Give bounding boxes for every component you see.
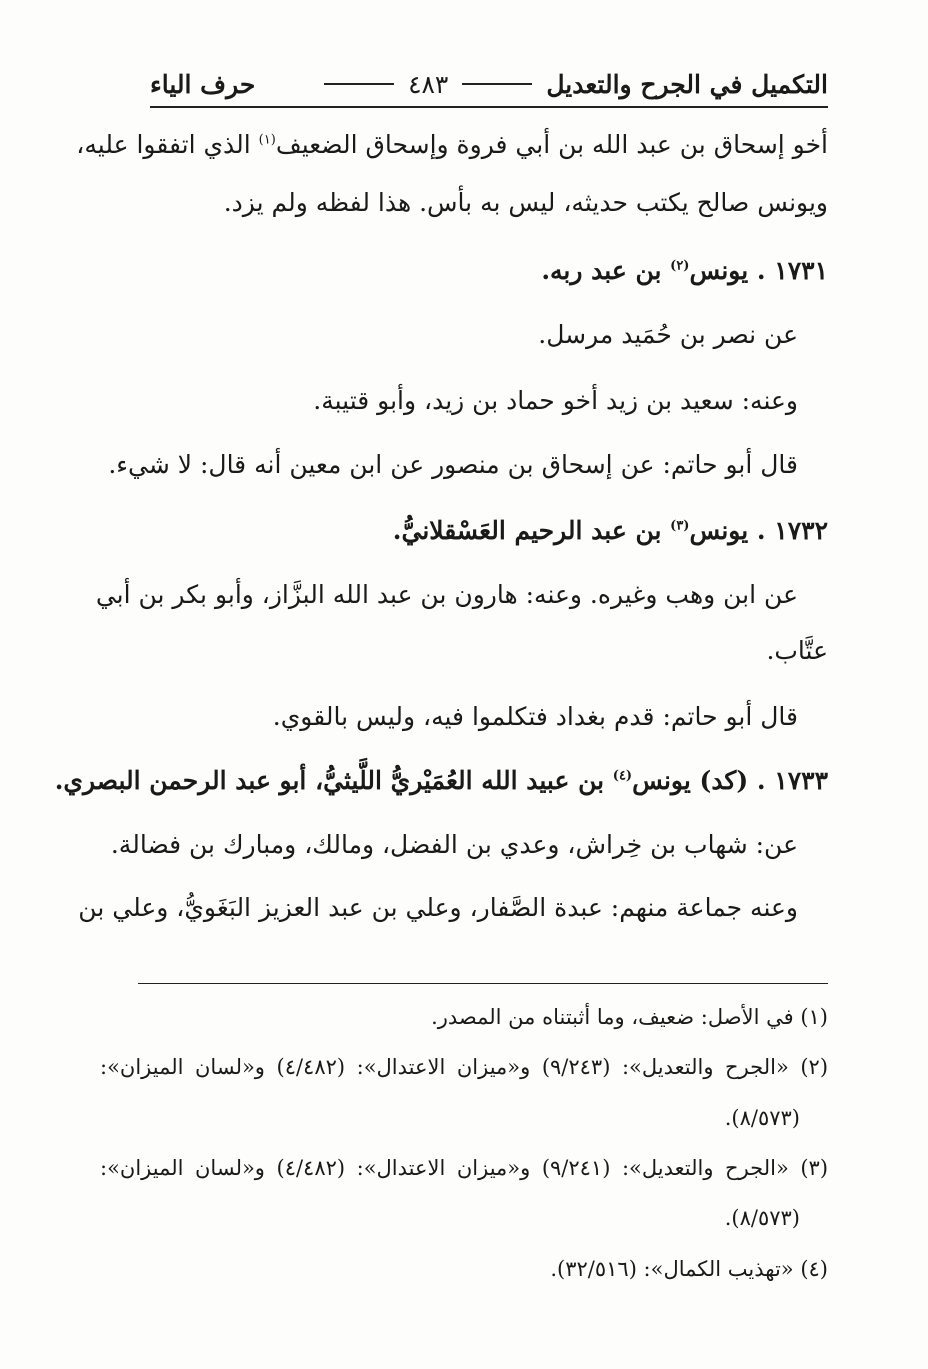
running-header [150, 62, 828, 108]
header-dash [324, 83, 394, 85]
footnote-2: (٢) «الجرح والتعديل»: (٩/٢٤٣) و«ميزان الاعتدال»: (٤/٤٨٢) و«لسان الميزان»: [100, 1055, 829, 1079]
footnote-ref: (٤) [612, 768, 633, 784]
footnote-ref: (٢) [670, 258, 690, 274]
footnote-ref: (٣) [670, 518, 690, 534]
page-number: ٤٨٣ [408, 69, 449, 99]
text-line: ويونس صالح يكتب حديثه، ليس به بأس. هذا لفظه ولم يزد. [223, 188, 828, 217]
text-line: عن: شهاب بن خِراش، وعدي بن الفضل، ومالك، ومبارك بن فضالة. [110, 830, 798, 859]
book-title: التكميل في الجرح والتعديل [546, 69, 828, 99]
text-line: قال أبو حاتم: عن إسحاق بن منصور عن ابن معين أنه قال: لا شيء. [108, 450, 798, 479]
footnote-4: (٤) «تهذيب الكمال»: (٣٢/٥١٦). [550, 1257, 828, 1281]
header-dash [462, 83, 532, 85]
text-line: أخو إسحاق بن عبد الله بن أبي فروة وإسحاق الضعيف$^{(١)}$ الذي اتفقوا عليه، [76, 130, 828, 159]
entry-title-1733: ١٧٣٣ . (كد) يونس$^{(٤)}$ بن عبيد الله العُمَيْريُّ اللَّيثيُّ، أبو عبد الرحمن البصري. [54, 766, 828, 795]
header-right [324, 70, 828, 99]
entry-title-1731: ١٧٣١ . يونس$^{(٢)}$ بن عبد ربه. [541, 256, 828, 285]
footnote-separator [138, 983, 828, 984]
text-line: وعنه جماعة منهم: عبدة الصَّفار، وعلي بن عبد العزيز البَغَويُّ، وعلي بن [78, 893, 798, 922]
text-line: عتَّاب. [766, 636, 828, 665]
section-title: حرف الياء [150, 69, 256, 99]
entry-title-1732: ١٧٣٢ . يونس$^{(٣)}$ بن عبد الرحيم العَسْقلانيُّ. [392, 516, 828, 545]
footnote-1: (١) في الأصل: ضعيف، وما أثبتناه من المصدر. [431, 1005, 828, 1029]
text-line: عن نصر بن حُمَيد مرسل. [538, 320, 798, 349]
footnote-3-cont: (٨/٥٧٣). [724, 1206, 800, 1230]
footnote-ref: (١) [258, 132, 276, 148]
footnote-3: (٣) «الجرح والتعديل»: (٩/٢٤١) و«ميزان الاعتدال»: (٤/٤٨٢) و«لسان الميزان»: [100, 1156, 829, 1180]
text-line: قال أبو حاتم: قدم بغداد فتكلموا فيه، وليس بالقوي. [272, 702, 798, 731]
text-line: وعنه: سعيد بن زيد أخو حماد بن زيد، وأبو قتيبة. [313, 386, 798, 415]
text-line: عن ابن وهب وغيره. وعنه: هارون بن عبد الله البزَّاز، وأبو بكر بن أبي [95, 580, 798, 609]
footnote-2-cont: (٨/٥٧٣). [724, 1106, 800, 1130]
